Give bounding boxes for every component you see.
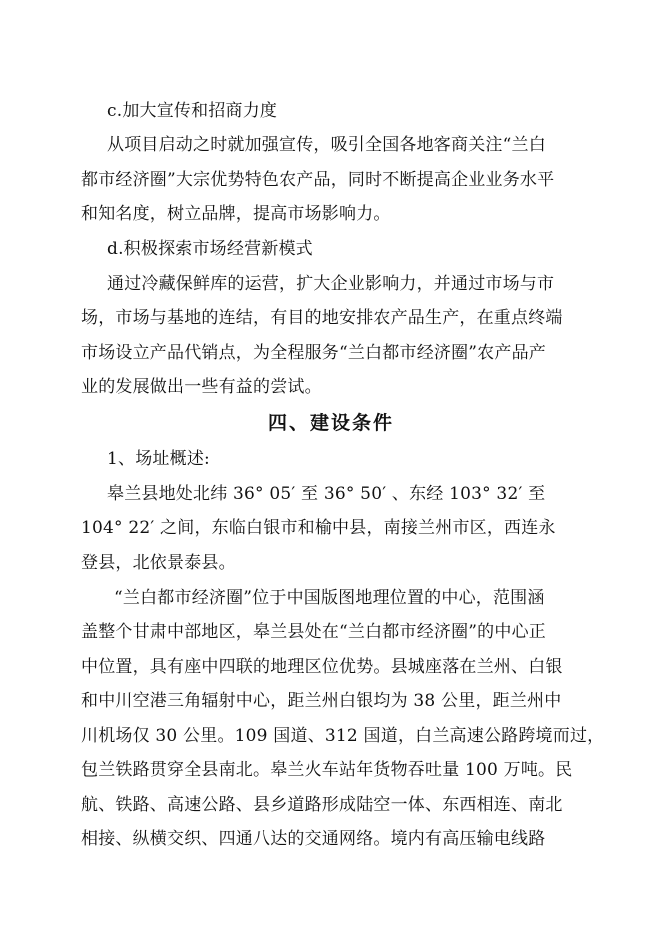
chapter-heading: 四、建设条件	[267, 412, 394, 434]
section-c-line-3: 和知名度，树立品牌，提高市场影响力。	[81, 204, 391, 224]
site-title: 1、场址概述:	[107, 449, 210, 469]
site-para1-line-2: 104° 22′ 之间，东临白银市和榆中县，南接兰州市区，西连永	[81, 518, 556, 538]
section-d-line-3: 市场设立产品代销点，为全程服务“兰白都市经济圈”农产品产	[81, 343, 546, 363]
site-para2-line-6: 包兰铁路贯穿全县南北。皋兰火车站年货物吞吐量 100 万吨。民	[81, 760, 573, 780]
site-para2-line-3: 中位置，具有座中四联的地理区位优势。县城座落在兰州、白银	[81, 657, 563, 677]
site-para2-line-4: 和中川空港三角辐射中心，距兰州白银均为 38 公里，距兰州中	[81, 691, 562, 711]
site-para2-line-1: “兰白都市经济圈”位于中国版图地理位置的中心，范围涵	[114, 588, 545, 608]
section-c-title: c.加大宣传和招商力度	[107, 101, 278, 121]
site-para2-line-2: 盖整个甘肃中部地区，皋兰县处在“兰白都市经济圈”的中心正	[81, 622, 546, 642]
section-d-line-4: 业的发展做出一些有益的尝试。	[81, 377, 322, 397]
site-para2-line-8: 相接、纵横交织、四通八达的交通网络。境内有高压输电线路	[81, 829, 546, 849]
site-para2-line-7: 航、铁路、高速公路、县乡道路形成陆空一体、东西相连、南北	[81, 795, 563, 815]
section-d-line-2: 场，市场与基地的连结，有目的地安排农产品生产，在重点终端	[81, 308, 563, 328]
section-c-line-2: 都市经济圈”大宗优势特色农产品，同时不断提高企业业务水平	[81, 170, 555, 190]
section-d-title: d.积极探索市场经营新模式	[107, 239, 313, 259]
section-d-line-1: 通过冷藏保鲜库的运营，扩大企业影响力，并通过市场与市	[107, 274, 555, 294]
site-para2-line-5: 川机场仅 30 公里。109 国道、312 国道，白兰高速公路跨境而过，	[81, 726, 605, 746]
site-para1-line-1: 皋兰县地处北纬 36° 05′ 至 36° 50′ 、东经 103° 32′ 至	[107, 484, 546, 504]
section-c-line-1: 从项目启动之时就加强宣传，吸引全国各地客商关注“兰白	[107, 135, 546, 155]
site-para1-line-3: 登县，北依景泰县。	[81, 553, 236, 573]
